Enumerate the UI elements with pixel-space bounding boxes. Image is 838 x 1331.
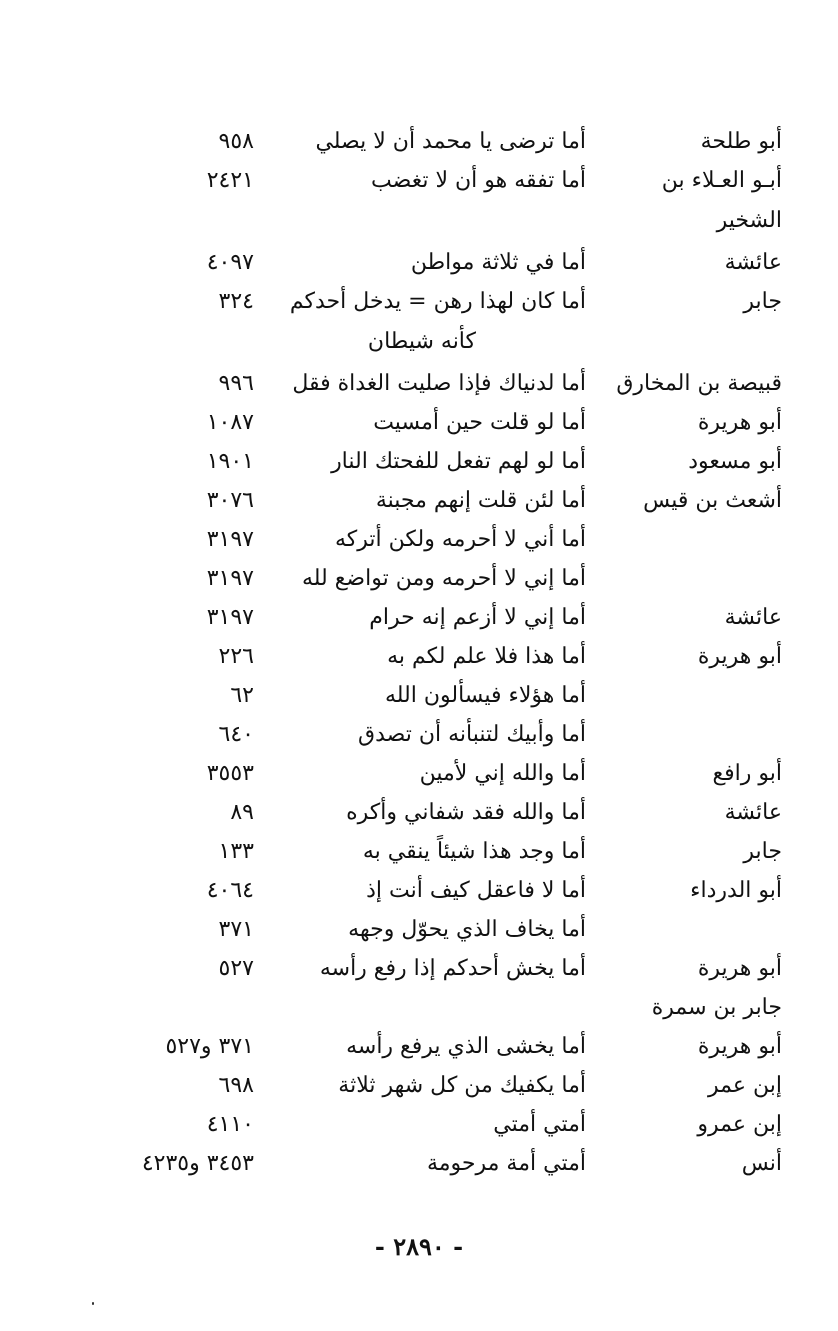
narrator-name: عائشة: [724, 605, 782, 630]
narrator-name: عائشة: [724, 250, 782, 275]
reference-number: ١٠٨٧: [206, 410, 254, 435]
narrator-name: إبن عمرو: [697, 1112, 782, 1137]
narrator-name: أبو هريرة: [697, 1034, 782, 1059]
reference-number: ٩٩٦: [218, 371, 254, 396]
reference-number: ٣٧١ و٥٢٧: [165, 1034, 254, 1059]
table-row: [120, 832, 782, 871]
table-row: [120, 243, 782, 282]
table-row: [120, 754, 782, 793]
table-row: [120, 403, 782, 442]
table-row: [120, 364, 782, 403]
table-row: [120, 520, 782, 559]
hadith-text: أما والله فقد شفاني وأكره: [346, 800, 586, 825]
table-row: [120, 637, 782, 676]
reference-number: ٤٠٩٧: [206, 250, 254, 275]
narrator-name: جابر بن سمرة: [651, 995, 782, 1020]
narrator-name: إبن عمر: [708, 1073, 782, 1098]
hadith-text: أما تفقه هو أن لا تغضب: [371, 168, 586, 193]
table-row: [120, 481, 782, 520]
table-row: [120, 1144, 782, 1183]
table-row: [120, 676, 782, 715]
reference-number: ١٣٣: [218, 839, 254, 864]
narrator-name: أبـو العـلاء بن الشخير: [661, 168, 782, 233]
reference-number: ٦٤٠: [218, 722, 254, 747]
hadith-text: أما لو قلت حين أمسيت: [373, 410, 586, 435]
narrator-name: أبو رافع: [712, 761, 782, 786]
reference-number: ٦٢: [230, 683, 254, 708]
table-row: [120, 1105, 782, 1144]
hadith-text: أما هذا فلا علم لكم به: [387, 644, 586, 669]
reference-number: ٣١٩٧: [206, 605, 254, 630]
hadith-text: أما لدنياك فإذا صليت الغداة فقل: [292, 371, 586, 396]
table-row: [120, 793, 782, 832]
hadith-text: أما إني لا أزعم إنه حرام: [369, 605, 586, 630]
table-row: [120, 715, 782, 754]
reference-number: ٨٩: [230, 800, 254, 825]
reference-number: ٣١٩٧: [206, 566, 254, 591]
narrator-name: أبو هريرة: [697, 644, 782, 669]
table-row: [120, 910, 782, 949]
hadith-text: أما يخش أحدكم إذا رفع رأسه: [319, 956, 586, 981]
hadith-text: أما يكفيك من كل شهر ثلاثة: [338, 1073, 586, 1098]
table-row: [120, 559, 782, 598]
reference-number: ٤٠٦٤: [206, 878, 254, 903]
reference-number: ١٩٠١: [206, 449, 254, 474]
hadith-text: أمتي أمة مرحومة: [426, 1151, 586, 1176]
narrator-name: أبو هريرة: [697, 410, 782, 435]
narrator-name: أبو الدرداء: [690, 878, 782, 903]
narrator-name: قبيصة بن المخارق: [616, 371, 782, 396]
reference-number: ٩٥٨: [218, 129, 254, 154]
narrator-name: عائشة: [724, 800, 782, 825]
reference-number: ٥٢٧: [218, 956, 254, 981]
table-row: [120, 442, 782, 481]
narrator-name: أبو طلحة: [700, 129, 782, 154]
table-row: [120, 1027, 782, 1066]
hadith-text: [256, 282, 586, 362]
reference-number: ٣٤٥٣ و٤٢٣٥: [141, 1151, 254, 1176]
page-number: - ٢٨٩٠ -: [374, 1232, 464, 1261]
reference-number: ٤١١٠: [206, 1112, 254, 1137]
reference-number: ٣١٩٧: [206, 527, 254, 552]
reference-number: ٢٤٢١: [206, 168, 254, 193]
hadith-text: أما يخاف الذي يحوّل وجهه: [348, 917, 586, 942]
hadith-text: أما والله إني لأمين: [419, 761, 586, 786]
hadith-text: أما لا فاعقل كيف أنت إذ: [366, 878, 586, 903]
narrator-name: جابر: [743, 839, 782, 864]
scan-speck: [92, 1302, 94, 1305]
hadith-index-table: [120, 122, 782, 1183]
table-row: [120, 1066, 782, 1105]
narrator-name: أبو مسعود: [688, 449, 782, 474]
reference-number: ٣٧١: [218, 917, 254, 942]
hadith-text: أما لئن قلت إنهم مجبنة: [375, 488, 586, 513]
hadith-text: أما أني لا أحرمه ولكن أتركه: [335, 527, 586, 552]
narrator-name: أشعث بن قيس: [643, 488, 782, 513]
table-row: [120, 871, 782, 910]
narrator-name: جابر: [743, 289, 782, 314]
reference-number: ٣٠٧٦: [206, 488, 254, 513]
narrator-name: أنس: [741, 1151, 782, 1176]
table-row: [120, 949, 782, 988]
narrator-name: أبو هريرة: [697, 956, 782, 981]
hadith-text: أما يخشى الذي يرفع رأسه: [346, 1034, 586, 1059]
reference-number: ٢٢٦: [218, 644, 254, 669]
hadith-text-line: أما كان لهذا رهن = يدخل أحدكم: [289, 289, 586, 314]
hadith-text-continuation: كأنه شيطان: [367, 329, 476, 354]
reference-number: ٣٢٤: [218, 289, 254, 314]
hadith-text: أما وجد هذا شيئاً ينقي به: [362, 839, 586, 864]
reference-number: ٦٩٨: [218, 1073, 254, 1098]
table-row: [120, 282, 782, 364]
table-row: [120, 161, 782, 243]
hadith-text: أمتي أمتي: [493, 1112, 586, 1137]
hadith-text: أما هؤلاء فيسألون الله: [384, 683, 586, 708]
hadith-text: أما إني لا أحرمه ومن تواضع لله: [301, 566, 586, 591]
hadith-text: أما وأبيك لتنبأنه أن تصدق: [358, 722, 586, 747]
table-row: [120, 988, 782, 1027]
hadith-text: أما في ثلاثة مواطن: [410, 250, 586, 275]
hadith-text: أما لو لهم تفعل للفحتك النار: [331, 449, 586, 474]
reference-number: ٣٥٥٣: [206, 761, 254, 786]
table-row: [120, 598, 782, 637]
table-row: [120, 122, 782, 161]
hadith-text: أما ترضى يا محمد أن لا يصلي: [315, 129, 586, 154]
